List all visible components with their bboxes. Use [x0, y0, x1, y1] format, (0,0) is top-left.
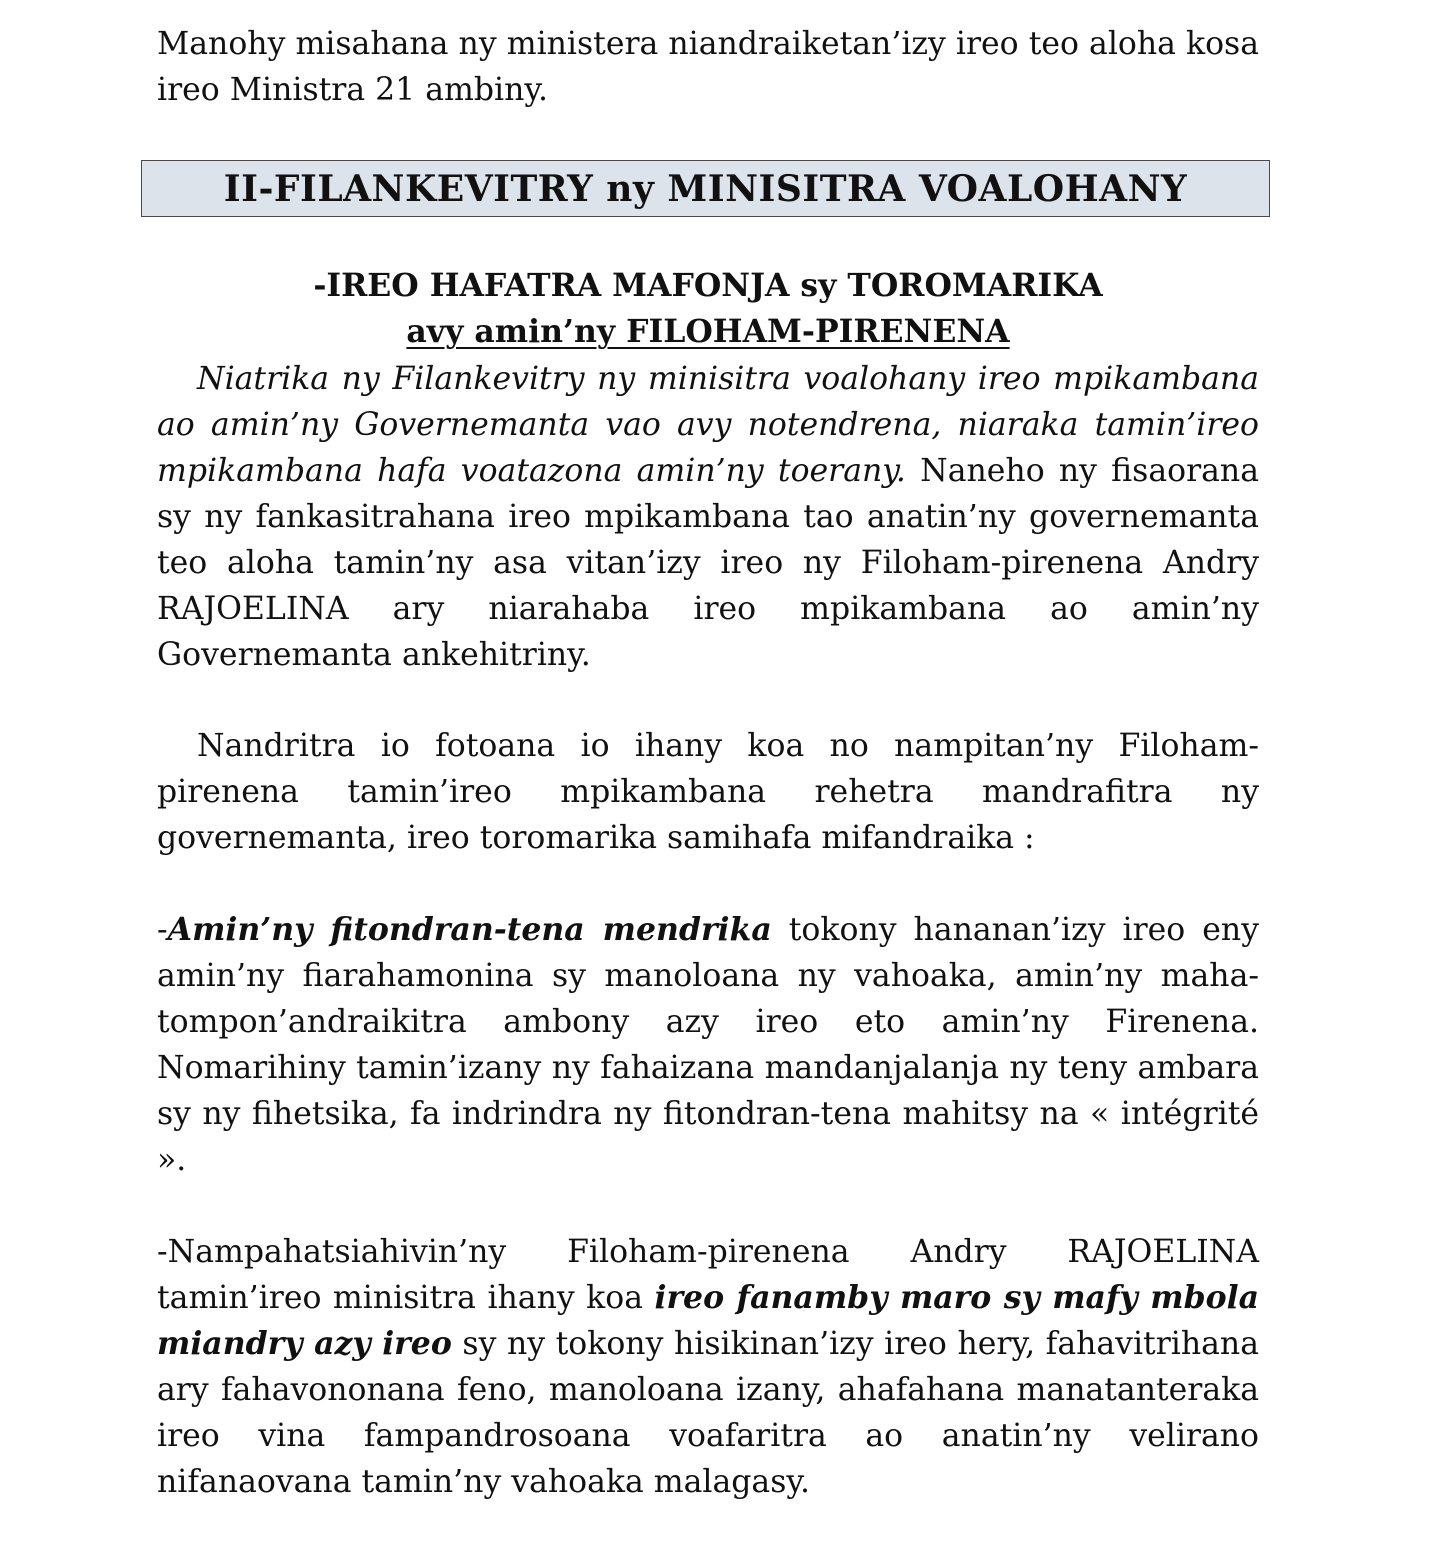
intro-paragraph — [157, 21, 1259, 113]
intro-text: Manohy misahana ny ministera niandraiketan’izy ireo teo aloha kosa ireo Ministra 21 ambiny. — [157, 26, 1259, 108]
paragraph-3-emphasis: Amin’ny fitondran-tena mendrika — [167, 911, 772, 948]
paragraph-4-lead: -Nampahatsiahivin’ny Filoham-pirenena Andry RAJOELINA tamin’ireo minisitra ihany koa — [157, 1234, 1259, 1316]
paragraph-1-italic: Niatrika ny Filankevitry ny minisitra voalohany ireo mpikambana ao amin’ny Governemanta vao avy notendrena, niaraka tamin’ireo mpikambana hafa voatazona amin’ny toerany. — [157, 361, 1259, 489]
paragraph-3-rest: tokony hananan’izy ireo eny amin’ny fiarahamonina sy manoloana ny vahoaka, amin’ny maha-tompon’andraikitra ambony azy ireo eto amin’ny Firenena. Nomarihiny tamin’izany ny fahaizana mandanjalanja ny teny ambara sy ny fihetsika, fa indrindra ny fitondran-tena mahitsy na « intégrité ». — [157, 912, 1259, 1178]
paragraph-4 — [157, 1229, 1259, 1505]
paragraph-2 — [157, 723, 1259, 861]
subheading-line-1-text: -IREO HAFATRA MAFONJA sy TOROMARIKA — [313, 267, 1103, 304]
paragraph-4-emphasis: ireo fanamby maro sy mafy mbola miandry azy ireo — [157, 1279, 1259, 1362]
paragraph-3-lead: - — [157, 912, 168, 948]
paragraph-2-text: Nandritra io fotoana io ihany koa no nampitan’ny Filoham-pirenena tamin’ireo mpikambana rehetra mandrafitra ny governemanta, ireo toromarika samihafa mifandraika : — [157, 728, 1259, 856]
subheading-line-1 — [157, 264, 1259, 308]
paragraph-4-rest: sy ny tokony hisikinan’izy ireo hery, fahavitrihana ary fahavononana feno, manoloana izany, ahafahana manatanteraka ireo vina fampandrosoana voafaritra ao anatin’ny velirano nifanaovana tamin’ny vahoaka malagasy. — [157, 1326, 1259, 1500]
paragraph-1 — [157, 356, 1259, 678]
section-banner — [141, 160, 1270, 217]
section-title: II-FILANKEVITRY ny MINISITRA VOALOHANY — [223, 167, 1188, 210]
subheading-line-2-text: avy amin’ny FILOHAM-PIRENENA — [406, 313, 1010, 350]
paragraph-1-rest: Naneho ny fisaorana sy ny fankasitrahana ireo mpikambana tao anatin’ny governemanta teo aloha tamin’ny asa vitan’izy ireo ny Filoham-pirenena Andry RAJOELINA ary niarahaba ireo mpikambana ao amin’ny Governemanta ankehitriny. — [157, 453, 1259, 673]
subheading-line-2 — [157, 310, 1259, 354]
paragraph-3 — [157, 907, 1259, 1183]
